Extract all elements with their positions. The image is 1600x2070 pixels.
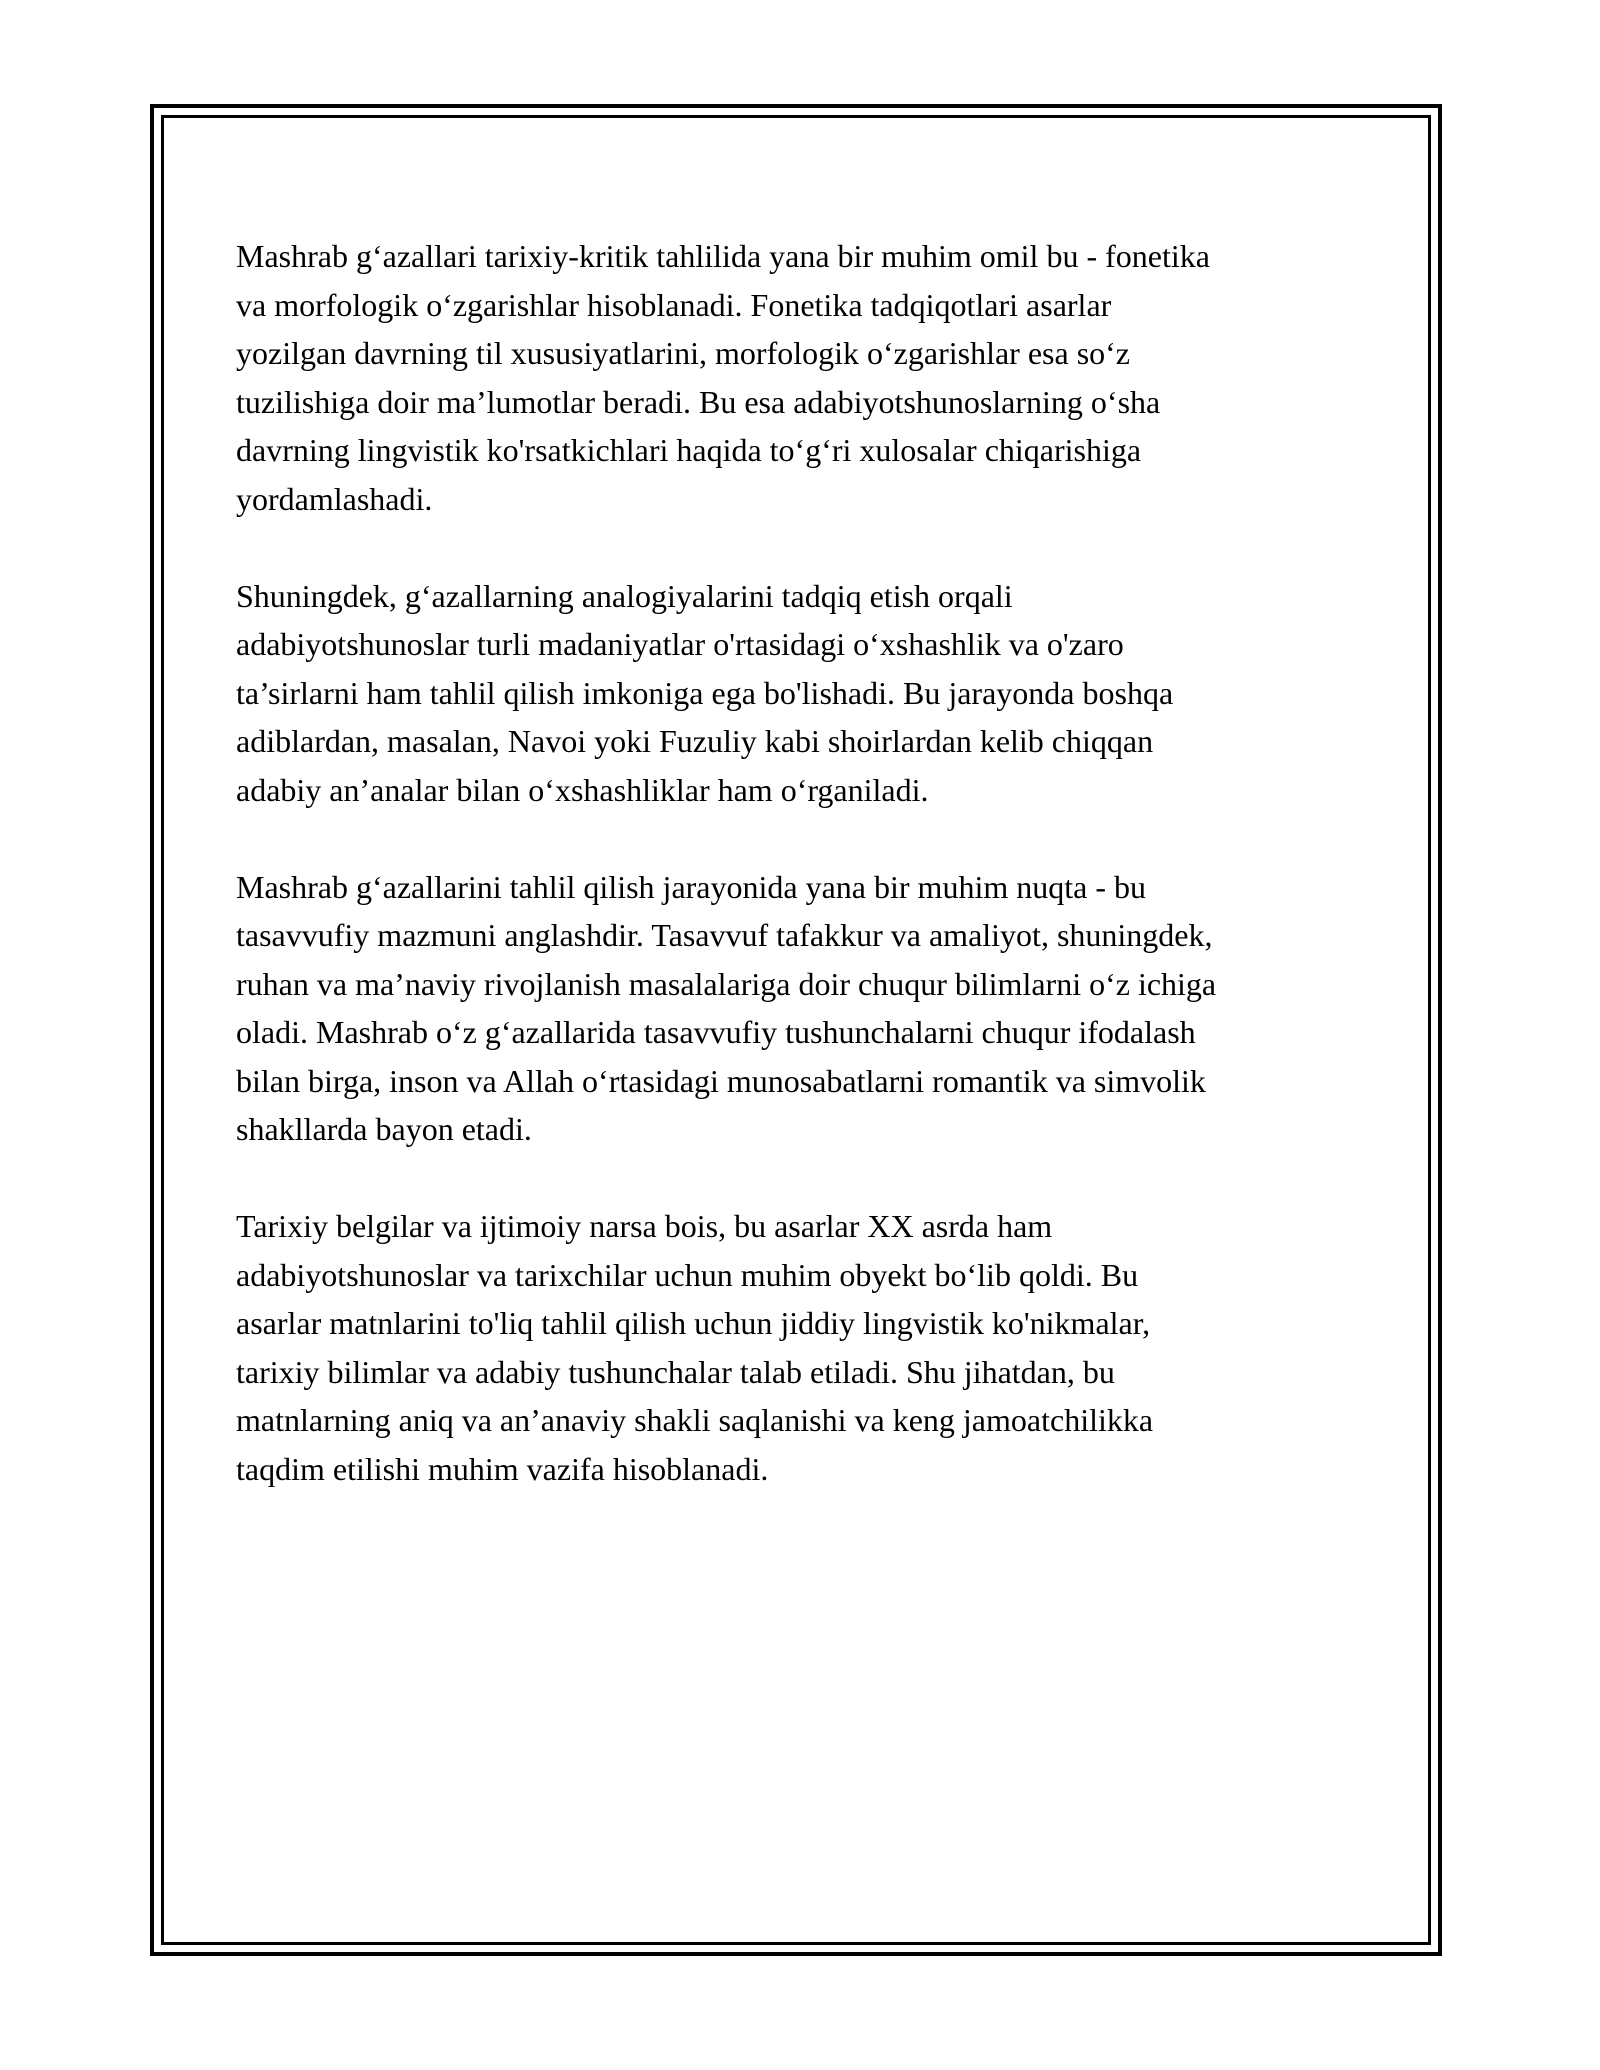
document-body xyxy=(236,232,1376,1542)
paragraph-1: Mashrab g‘azallari tarixiy-kritik tahlilida yana bir muhim omil bu - fonetika va morfologik o‘zgarishlar hisoblanadi. Fonetika tadqiqotlari asarlar yozilgan davrning til xususiyatlarini, morfologik o‘zgarishlar esa so‘z tuzilishiga doir ma’lumotlar beradi. Bu esa adabiyotshunoslarning o‘sha davrning lingvistik ko'rsatkichlari haqida to‘g‘ri xulosalar chiqarishiga yordamlashadi. xyxy=(236,238,1210,517)
paragraph-4: Tarixiy belgilar va ijtimoiy narsa bois, bu asarlar XX asrda ham adabiyotshunoslar va tarixchilar uchun muhim obyekt bo‘lib qoldi. Bu asarlar matnlarini to'liq tahlil qilish uchun jiddiy lingvistik ko'nikmalar, tarixiy bilimlar va adabiy tushunchalar talab etiladi. Shu jihatdan, bu matnlarning aniq va an’anaviy shakli saqlanishi va keng jamoatchilikka taqdim etilishi muhim vazifa hisoblanadi. xyxy=(236,1208,1154,1487)
paragraph-3: Mashrab g‘azallarini tahlil qilish jarayonida yana bir muhim nuqta - bu tasavvufiy mazmuni anglashdir. Tasavvuf tafakkur va amaliyot, shuningdek, ruhan va ma’naviy rivojlanish masalalariga doir chuqur bilimlarni o‘z ichiga oladi. Mashrab o‘z g‘azallarida tasavvufiy tushunchalarni chuqur ifodalash bilan birga, inson va Allah o‘rtasidagi munosabatlarni romantik va simvolik shakllarda bayon etadi. xyxy=(236,868,1217,1147)
paragraph-2: Shuningdek, g‘azallarning analogiyalarini tadqiq etish orqali adabiyotshunoslar turli madaniyatlar o'rtasidagi o‘xshashlik va o'zaro ta’sirlarni ham tahlil qilish imkoniga ega bo'lishadi. Bu jarayonda boshqa adiblardan, masalan, Navoi yoki Fuzuliy kabi shoirlardan kelib chiqqan adabiy an’analar bilan o‘xshashliklar ham o‘rganiladi. xyxy=(236,577,1174,808)
